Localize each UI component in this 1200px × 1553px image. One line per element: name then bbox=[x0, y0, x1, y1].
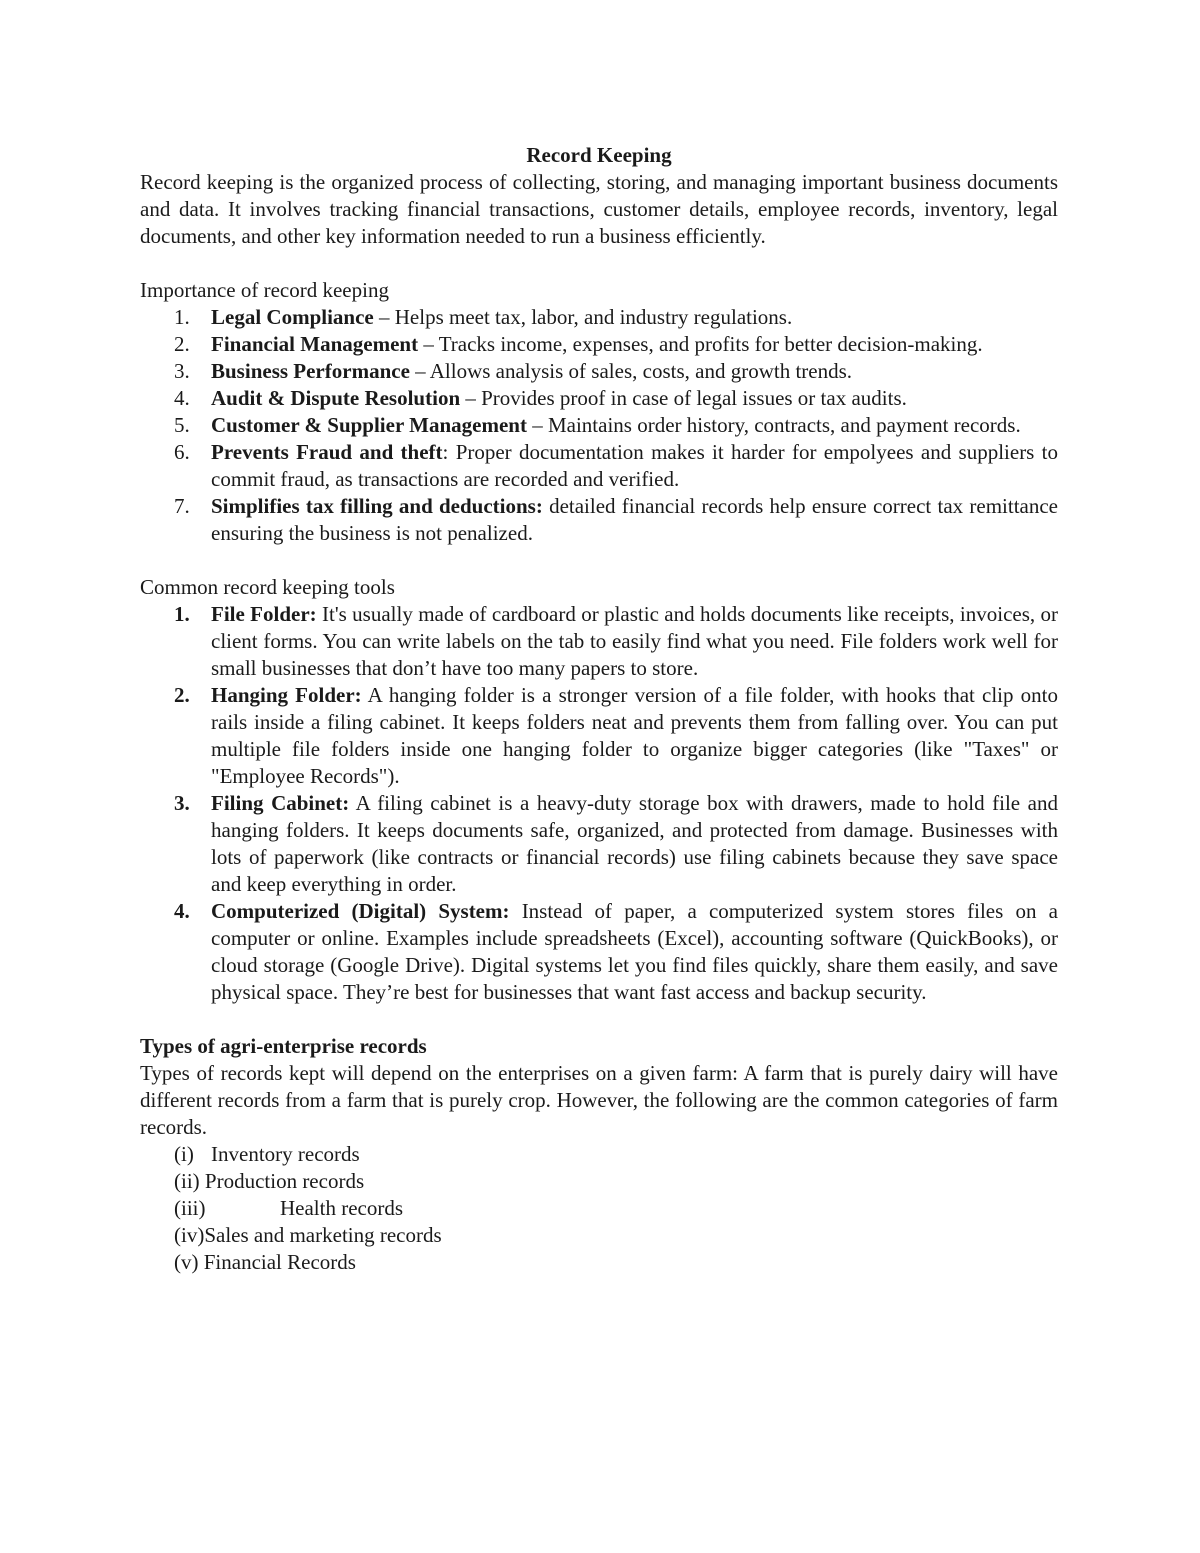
item-number: 1. bbox=[174, 305, 190, 329]
item-text: Health records bbox=[280, 1196, 404, 1220]
item-term: Simplifies tax filling and deductions: bbox=[211, 494, 543, 518]
tools-list bbox=[140, 601, 1058, 1006]
item-text: It's usually made of cardboard or plastic and holds documents like receipts, invoices, or client forms. You can write labels on the tab to easily find what you need. File folders work well for small businesses that don’t have too many papers to store. bbox=[211, 602, 1059, 680]
list-item bbox=[140, 1141, 1058, 1168]
item-text: : Proper documentation makes it harder for empolyees and suppliers to commit fraud, as transactions are recorded and verified. bbox=[211, 440, 1058, 491]
list-item bbox=[140, 682, 1058, 790]
item-text: Inventory records bbox=[211, 1142, 360, 1166]
item-number: 1. bbox=[174, 602, 190, 626]
item-number: (i) bbox=[174, 1142, 194, 1166]
spacer bbox=[140, 250, 1058, 277]
item-term: Audit & Dispute Resolution bbox=[211, 386, 461, 410]
list-item bbox=[140, 1195, 1058, 1222]
item-term: Filing Cabinet: bbox=[211, 791, 350, 815]
item-number: (v) bbox=[174, 1250, 199, 1274]
list-item bbox=[140, 385, 1058, 412]
list-item bbox=[140, 601, 1058, 682]
importance-heading: Importance of record keeping bbox=[140, 278, 389, 302]
item-number: 2. bbox=[174, 332, 190, 356]
item-number: (ii) bbox=[174, 1169, 200, 1193]
agri-list bbox=[140, 1141, 1058, 1276]
list-item bbox=[140, 1222, 1058, 1249]
tools-heading: Common record keeping tools bbox=[140, 575, 395, 599]
item-term: File Folder: bbox=[211, 602, 317, 626]
list-item bbox=[140, 1168, 1058, 1195]
list-item bbox=[140, 358, 1058, 385]
agri-heading: Types of agri-enterprise records bbox=[140, 1034, 427, 1058]
list-item bbox=[140, 331, 1058, 358]
item-term: Prevents Fraud and theft bbox=[211, 440, 443, 464]
item-number: 4. bbox=[174, 899, 190, 923]
item-text: Sales and marketing records bbox=[204, 1223, 442, 1247]
item-number: 2. bbox=[174, 683, 190, 707]
item-text: – Tracks income, expenses, and profits for better decision-making. bbox=[418, 332, 983, 356]
item-number: 6. bbox=[174, 440, 190, 464]
item-term: Hanging Folder: bbox=[211, 683, 362, 707]
document-title: Record Keeping bbox=[526, 143, 672, 167]
item-number: 5. bbox=[174, 413, 190, 437]
item-text: – Allows analysis of sales, costs, and growth trends. bbox=[409, 359, 853, 383]
item-number: 3. bbox=[174, 359, 190, 383]
item-text: A filing cabinet is a heavy-duty storage box with drawers, made to hold file and hanging folders. It keeps documents safe, organized, and protected from damage. Businesses with lots of paperwork (like contracts or financial records) use filing cabinets because they save space and keep everything in order. bbox=[211, 791, 1058, 896]
list-item bbox=[140, 439, 1058, 493]
item-text: Instead of paper, a computerized system stores files on a computer or online. Examples include spreadsheets (Excel), accounting software (QuickBooks), or cloud storage (Google Drive). Digital systems let you find files quickly, share them easily, and save physical space. They’re best for businesses that want fast access and backup security. bbox=[211, 899, 1058, 1004]
item-text: A hanging folder is a stronger version of a file folder, with hooks that clip onto rails inside a filing cabinet. It keeps folders neat and prevents them from falling over. You can put multiple file folders inside one hanging folder to organize bigger categories (like "Taxes" or "Employee Records"). bbox=[211, 683, 1058, 788]
item-number: 4. bbox=[174, 386, 190, 410]
list-item bbox=[140, 493, 1058, 547]
item-text: – Maintains order history, contracts, and payment records. bbox=[526, 413, 1021, 437]
list-item bbox=[140, 790, 1058, 898]
item-term: Business Performance bbox=[211, 359, 410, 383]
spacer bbox=[140, 1006, 1058, 1033]
item-text: Production records bbox=[204, 1169, 365, 1193]
item-term: Customer & Supplier Management bbox=[211, 413, 527, 437]
list-item bbox=[140, 1249, 1058, 1276]
document-body bbox=[140, 142, 1058, 1276]
item-number: 7. bbox=[174, 494, 190, 518]
importance-list bbox=[140, 304, 1058, 547]
list-item bbox=[140, 898, 1058, 1006]
item-term: Computerized (Digital) System: bbox=[211, 899, 510, 923]
intro-paragraph: Record keeping is the organized process of collecting, storing, and managing important business documents and data. It involves tracking financial transactions, customer details, employee records, inventory, legal documents, and other key information needed to run a business efficiently. bbox=[140, 170, 1058, 248]
list-item bbox=[140, 304, 1058, 331]
item-number: (iv) bbox=[174, 1223, 205, 1247]
list-item bbox=[140, 412, 1058, 439]
item-text: detailed financial records help ensure correct tax remittance ensuring the business is not penalized. bbox=[211, 494, 1058, 545]
item-text: Financial Records bbox=[203, 1250, 356, 1274]
item-text: – Provides proof in case of legal issues or tax audits. bbox=[460, 386, 907, 410]
item-term: Legal Compliance bbox=[211, 305, 374, 329]
item-number: 3. bbox=[174, 791, 190, 815]
spacer bbox=[140, 547, 1058, 574]
item-text: – Helps meet tax, labor, and industry regulations. bbox=[373, 305, 793, 329]
agri-intro-paragraph: Types of records kept will depend on the enterprises on a given farm: A farm that is purely dairy will have different records from a farm that is purely crop. However, the following are the common categories of farm records. bbox=[140, 1061, 1058, 1139]
item-number: (iii) bbox=[174, 1196, 206, 1220]
item-term: Financial Management bbox=[211, 332, 419, 356]
